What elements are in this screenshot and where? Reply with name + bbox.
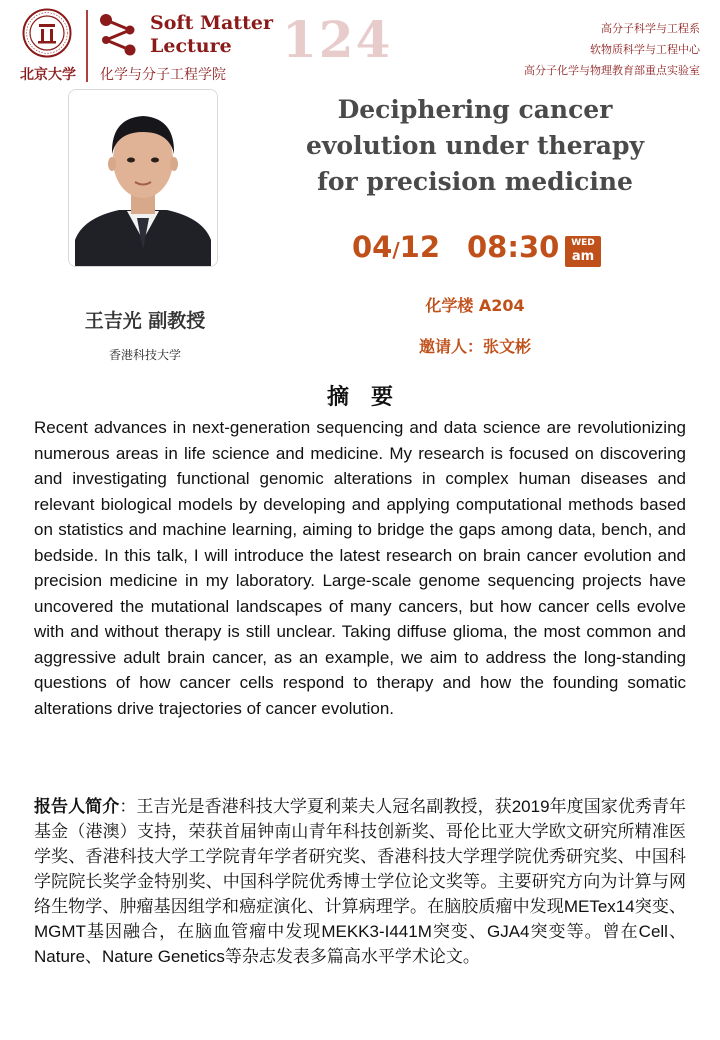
department-3: 高分子化学与物理教育部重点实验室 xyxy=(524,64,700,77)
college-name: 化学与分子工程学院 xyxy=(100,67,226,83)
bio-text: ：王吉光是香港科技大学夏利莱夫人冠名副教授，获2019年度国家优秀青年基金（港澳）支持，荣获首届钟南山青年科技创新奖、哥伦比亚大学欧文研究所精准医学奖、香港科技大学工学院青年学者研究奖、香港科技大学理学院优秀研究奖、中国科学院院长奖学金特别奖、中国科学院优秀博士学位论文奖等。主要研究方向为计算与网络生物学、肿瘤基因组学和癌症演化、计算病理学。在脑胶质瘤中发现METex14突变、MGMT基因融合，在脑血管瘤中发现MEKK3-I441M突变、GJA4突变等。曾在Cell、Nature、Nature Genetics等杂志发表多篇高水平学术论文。 xyxy=(34,797,686,966)
date-separator: / xyxy=(392,238,400,262)
pku-seal-icon xyxy=(22,8,72,58)
header-divider xyxy=(86,10,88,82)
date-day: 12 xyxy=(399,230,441,264)
talk-time: 08:30 xyxy=(467,230,560,264)
lecture-number: 124 xyxy=(282,10,393,69)
departments xyxy=(524,18,700,81)
talk-title-line3: for precision medicine xyxy=(317,167,633,196)
weekday-badge xyxy=(565,236,601,267)
series-title-line2: Lecture xyxy=(150,35,232,57)
talk-venue: 化学楼 A204 xyxy=(425,296,525,315)
speaker-portrait-icon xyxy=(69,90,217,266)
talk-title-line2: evolution under therapy xyxy=(305,131,644,160)
speaker-bio xyxy=(34,794,686,969)
date-month: 04 xyxy=(352,230,393,264)
talk-host: 邀请人：张文彬 xyxy=(418,337,531,356)
abstract-text: Recent advances in next-generation sequencing and data science are revolutionizing numerous areas in life science and medicine. My research is focused on discovering and investigating functional genomic alterations in complex human diseases and relevant biological models by developing and applying computational methods based on statistics and machine learning, aiming to bridge the gaps among data, bench, and bedside. In this talk, I will introduce the latest research on brain cancer evolution and precision medicine in my laboratory. Large-scale genome sequencing projects have uncovered the mutational landscapes of many cancers, but how cancer cells evolve with and without therapy is still unclear. Taking diffuse glioma, the most common and aggressive adult brain cancer, as an example, we aim to address the long-standing questions of how cancer cells respond to therapy and how the founding somatic alterations drive trajectories of cancer evolution. xyxy=(34,418,686,718)
speaker-photo xyxy=(68,89,218,267)
series-title-line1: Soft Matter xyxy=(150,12,273,34)
department-1: 高分子科学与工程系 xyxy=(601,22,700,35)
ampm-label: am xyxy=(571,249,595,264)
speaker-affiliation: 香港科技大学 xyxy=(108,348,181,362)
weekday-label: WED xyxy=(571,238,595,248)
talk-date xyxy=(352,230,440,264)
series-title xyxy=(150,12,273,58)
soft-matter-logo-icon xyxy=(96,12,140,58)
talk-title-line1: Deciphering cancer xyxy=(337,95,613,124)
talk-title xyxy=(270,92,680,200)
department-2: 软物质科学与工程中心 xyxy=(590,43,700,56)
bio-label: 报告人简介 xyxy=(34,797,120,816)
abstract-heading: 摘 要 xyxy=(326,385,393,410)
speaker-name: 王吉光 副教授 xyxy=(84,310,206,332)
university-calligraphy: 北京大学 xyxy=(20,67,76,83)
